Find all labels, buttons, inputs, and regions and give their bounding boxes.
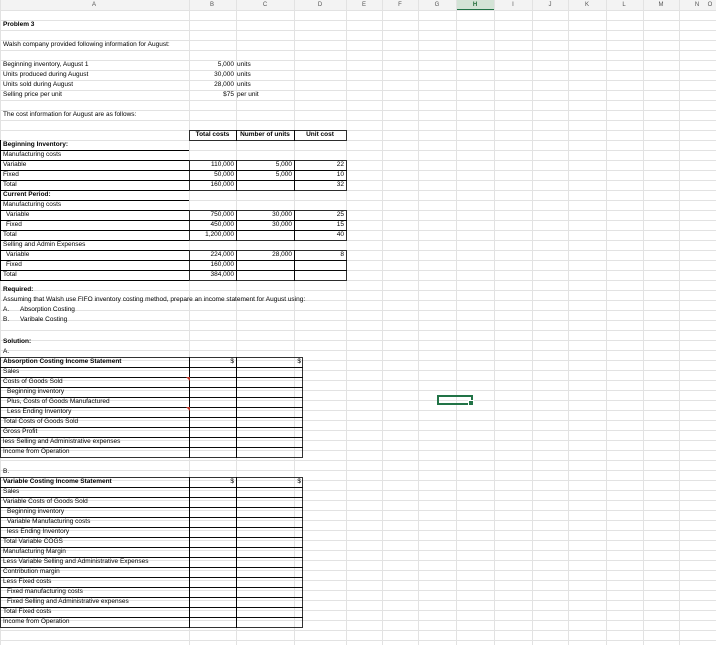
problem-title: Problem 3 bbox=[3, 21, 35, 28]
section-a-row[interactable]: Less Ending Inventory bbox=[7, 408, 72, 415]
cell-border bbox=[190, 558, 237, 568]
section-a-row[interactable]: less Selling and Administrative expenses bbox=[3, 438, 121, 445]
cell-border bbox=[190, 588, 237, 598]
cost-row-label: Total bbox=[3, 271, 17, 278]
cost-intro: The cost information for August are as follows: bbox=[3, 111, 137, 118]
cell-border bbox=[295, 261, 347, 271]
section-b-row[interactable]: Variable Manufacturing costs bbox=[7, 518, 91, 525]
cell-border bbox=[190, 508, 237, 518]
section-a-letter: A. bbox=[3, 348, 10, 355]
cost-row-label: Beginning Inventory: bbox=[3, 141, 68, 148]
column-header-d[interactable]: D bbox=[317, 2, 323, 8]
column-header-b[interactable]: B bbox=[209, 2, 214, 8]
section-b-row[interactable]: Less Variable Selling and Administrative Expenses bbox=[3, 558, 149, 565]
selected-cell[interactable] bbox=[437, 395, 473, 405]
cell-border bbox=[237, 508, 303, 518]
section-a-row[interactable]: Income from Operation bbox=[3, 448, 70, 455]
cell-border bbox=[190, 518, 237, 528]
cost-row-label: Current Period: bbox=[3, 191, 51, 198]
section-b-row[interactable]: Manufacturing Margin bbox=[3, 548, 66, 555]
cell-border bbox=[1, 488, 190, 498]
cost-total: 1,200,000 bbox=[205, 231, 234, 238]
section-a-row[interactable]: Beginning inventory bbox=[7, 388, 65, 395]
cost-total: 224,000 bbox=[210, 251, 234, 258]
cost-row-label: Total bbox=[3, 181, 17, 188]
column-header-e[interactable]: E bbox=[361, 2, 366, 8]
cell-border bbox=[190, 608, 237, 618]
cell-border bbox=[237, 598, 303, 608]
cell-border bbox=[237, 578, 303, 588]
section-b-row[interactable]: Total Fixed costs bbox=[3, 608, 52, 615]
cell-border bbox=[237, 608, 303, 618]
column-header-o[interactable]: O bbox=[707, 2, 713, 8]
cell-border bbox=[190, 368, 237, 378]
required-text: Assuming that Walsh use FIFO inventory costing method, prepare an income statement for August using: bbox=[3, 296, 306, 303]
info-unit: units bbox=[237, 71, 251, 78]
section-a-dollar-c: $ bbox=[297, 358, 301, 365]
cost-row-label: Fixed bbox=[6, 261, 22, 268]
cost-units: 30,000 bbox=[272, 211, 292, 218]
section-b-row[interactable]: Income from Operation bbox=[3, 618, 70, 625]
cell-border bbox=[237, 498, 303, 508]
column-header-g[interactable]: G bbox=[434, 2, 440, 8]
info-label: Units produced during August bbox=[3, 71, 89, 78]
cell-border bbox=[190, 598, 237, 608]
cell-border bbox=[190, 378, 237, 388]
cell-border bbox=[295, 271, 347, 281]
info-label: Selling price per unit bbox=[3, 91, 62, 98]
cell-border bbox=[237, 261, 295, 271]
cell-border bbox=[237, 368, 303, 378]
section-b-row[interactable]: Fixed manufacturing costs bbox=[7, 588, 83, 595]
solution-title: Solution: bbox=[3, 338, 32, 345]
cell-border bbox=[237, 398, 303, 408]
column-header-c[interactable]: C bbox=[262, 2, 268, 8]
required-b-letter: B. bbox=[3, 316, 10, 323]
cell-border bbox=[237, 518, 303, 528]
cost-row-label: Total bbox=[3, 231, 17, 238]
column-header-k[interactable]: K bbox=[584, 2, 589, 8]
cost-total: 450,000 bbox=[210, 221, 234, 228]
column-header-f[interactable]: F bbox=[398, 2, 402, 8]
required-b-text: Varibale Costing bbox=[20, 316, 68, 323]
cell-border bbox=[237, 538, 303, 548]
column-header-m[interactable]: M bbox=[658, 2, 664, 8]
required-a-letter: A. bbox=[3, 306, 10, 313]
section-a-row[interactable]: Gross Profit bbox=[3, 428, 38, 435]
cell-border bbox=[190, 388, 237, 398]
cell-border bbox=[190, 528, 237, 538]
cost-total: 160,000 bbox=[210, 261, 234, 268]
cell-border bbox=[190, 428, 237, 438]
cost-total: 110,000 bbox=[210, 161, 234, 168]
column-header-j[interactable]: J bbox=[548, 2, 552, 8]
info-value: $75 bbox=[223, 91, 234, 98]
section-b-row[interactable]: Fixed Selling and Administrative expenses bbox=[7, 598, 129, 605]
cell-border bbox=[237, 408, 303, 418]
cost-row-label: Variable bbox=[6, 251, 30, 258]
cost-row-label: Manufacturing costs bbox=[3, 151, 62, 158]
cell-border bbox=[190, 398, 237, 408]
section-a-row[interactable]: Sales bbox=[3, 368, 20, 375]
section-b-row[interactable]: Variable Costs of Goods Sold bbox=[3, 498, 88, 505]
column-header-h[interactable]: H bbox=[472, 2, 478, 8]
comment-indicator[interactable] bbox=[186, 407, 190, 411]
cell-border bbox=[237, 231, 295, 241]
section-b-dollar-b: $ bbox=[230, 478, 234, 485]
cell-border bbox=[190, 548, 237, 558]
cell-border bbox=[237, 588, 303, 598]
cell-border bbox=[237, 271, 295, 281]
cell-border bbox=[237, 448, 303, 458]
cost-row-label: Fixed bbox=[6, 221, 22, 228]
cell-border bbox=[190, 408, 237, 418]
cell-border bbox=[237, 488, 303, 498]
cell-border bbox=[190, 538, 237, 548]
info-unit: units bbox=[237, 81, 251, 88]
cost-unit-cost: 8 bbox=[340, 251, 344, 258]
intro-text: Walsh company provided following information for August: bbox=[3, 41, 170, 48]
info-value: 30,000 bbox=[214, 71, 234, 78]
cost-unit-cost: 22 bbox=[336, 161, 344, 168]
cost-unit-cost: 25 bbox=[336, 211, 344, 218]
cell-border bbox=[237, 528, 303, 538]
info-label: Beginning inventory, August 1 bbox=[3, 61, 89, 68]
section-b-row[interactable]: Total Variable COGS bbox=[3, 538, 63, 545]
info-label: Units sold during August bbox=[3, 81, 74, 88]
column-header-i[interactable]: I bbox=[512, 2, 514, 8]
section-a-title: Absorption Costing Income Statement bbox=[3, 358, 122, 365]
section-b-letter: B. bbox=[3, 468, 10, 475]
section-a-row[interactable]: Costs of Goods Sold bbox=[3, 378, 63, 385]
section-b-title: Variable Costing Income Statement bbox=[3, 478, 112, 485]
section-b-row[interactable]: Contribution margin bbox=[3, 568, 60, 575]
cost-units: 5,000 bbox=[275, 171, 292, 178]
section-b-dollar-c: $ bbox=[297, 478, 301, 485]
cost-total: 384,000 bbox=[210, 271, 234, 278]
section-a-row[interactable]: Total Costs of Goods Sold bbox=[3, 418, 79, 425]
info-unit: units bbox=[237, 61, 251, 68]
info-value: 5,000 bbox=[217, 61, 234, 68]
info-value: 28,000 bbox=[214, 81, 234, 88]
column-header-a[interactable]: A bbox=[91, 2, 96, 8]
section-b-row[interactable]: Sales bbox=[3, 488, 20, 495]
cost-total: 160,000 bbox=[210, 181, 234, 188]
cell-border bbox=[237, 388, 303, 398]
cost-units: 30,000 bbox=[272, 221, 292, 228]
cell-border bbox=[190, 578, 237, 588]
info-unit: per unit bbox=[237, 91, 259, 98]
column-header-n[interactable]: N bbox=[694, 2, 700, 8]
cell-border bbox=[190, 568, 237, 578]
cell-border bbox=[237, 548, 303, 558]
section-a-row[interactable]: Plus, Costs of Goods Manufactured bbox=[7, 398, 110, 405]
cost-row-label: Fixed bbox=[3, 171, 19, 178]
cost-unit-cost: 32 bbox=[336, 181, 344, 188]
cell-border bbox=[237, 438, 303, 448]
cell-border bbox=[237, 428, 303, 438]
cost-total: 750,000 bbox=[210, 211, 234, 218]
cell-border bbox=[237, 568, 303, 578]
section-b-row[interactable]: less Ending Inventory bbox=[7, 528, 70, 535]
cell-border bbox=[190, 498, 237, 508]
cost-row-label: Selling and Admin Expenses bbox=[3, 241, 86, 248]
required-a-text: Absorption Costing bbox=[20, 306, 75, 313]
cost-unit-cost: 40 bbox=[336, 231, 344, 238]
cell-border bbox=[237, 618, 303, 628]
cost-unit-cost: 10 bbox=[336, 171, 344, 178]
cell-border bbox=[190, 418, 237, 428]
cell-border bbox=[190, 488, 237, 498]
cell-border bbox=[237, 418, 303, 428]
header-total-costs: Total costs bbox=[195, 131, 230, 138]
required-title: Required: bbox=[3, 286, 34, 293]
header-number-of-units: Number of units bbox=[240, 131, 290, 138]
cell-border bbox=[190, 448, 237, 458]
header-unit-cost: Unit cost bbox=[306, 131, 334, 138]
cell-border bbox=[190, 438, 237, 448]
section-b-row[interactable]: Beginning inventory bbox=[7, 508, 65, 515]
cell-border bbox=[237, 558, 303, 568]
section-b-row[interactable]: Less Fixed costs bbox=[3, 578, 52, 585]
cell-border bbox=[237, 378, 303, 388]
cost-row-label: Variable bbox=[6, 211, 30, 218]
cell-border bbox=[237, 181, 295, 191]
cost-total: 50,000 bbox=[214, 171, 234, 178]
cost-row-label: Variable bbox=[3, 161, 27, 168]
section-a-dollar-b: $ bbox=[230, 358, 234, 365]
cost-units: 5,000 bbox=[275, 161, 292, 168]
cost-row-label: Manufacturing costs bbox=[3, 201, 62, 208]
column-header-l[interactable]: L bbox=[622, 2, 626, 8]
cell-border bbox=[1, 368, 190, 378]
cost-unit-cost: 15 bbox=[336, 221, 344, 228]
comment-indicator[interactable] bbox=[186, 377, 190, 381]
cost-units: 28,000 bbox=[272, 251, 292, 258]
cell-border bbox=[190, 618, 237, 628]
